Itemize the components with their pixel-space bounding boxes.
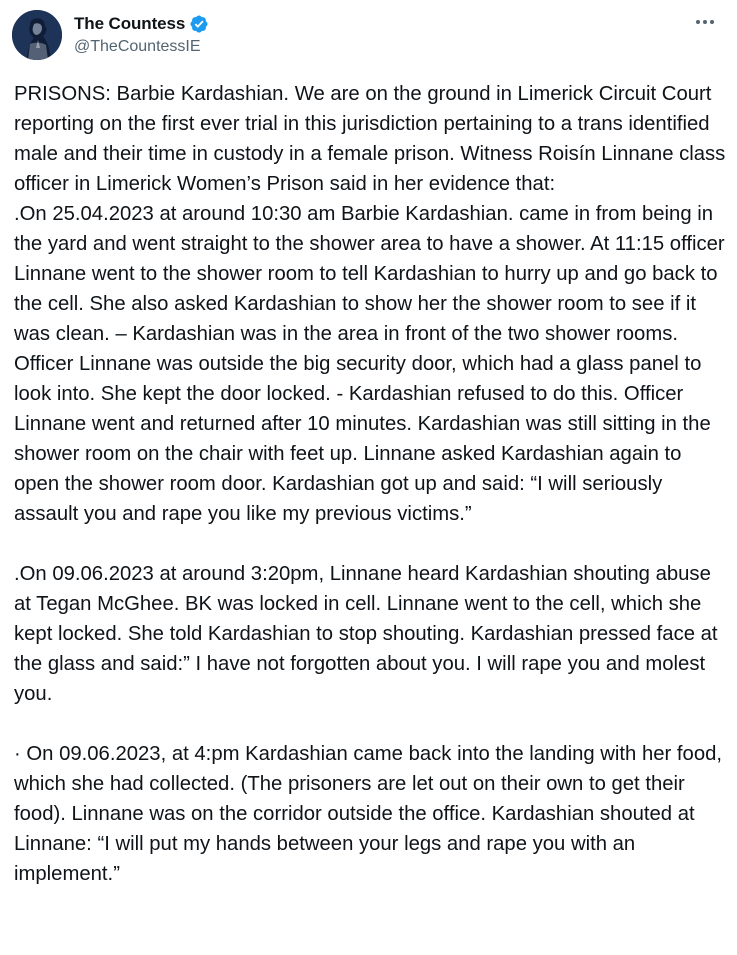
tweet-header bbox=[12, 10, 725, 62]
countess-portrait-icon bbox=[12, 10, 62, 60]
display-name-row bbox=[74, 12, 209, 36]
tweet-text bbox=[14, 79, 726, 889]
author-handle[interactable]: @TheCountessIE bbox=[74, 38, 201, 55]
tweet-paragraph-1: PRISONS: Barbie Kardashian. We are on the ground in Limerick Circuit Court reporting on the first ever trial in this jurisdiction pertaining to a trans identified male and their time in custody in a female prison. Witness Roisín Linnane class officer in Limerick Women’s Prison said in her evidence that: .On 25.04.2023 at around 10:30 am Barbie Kardashian. came in from being in the yard and went straight to the shower area to have a shower. At 11:15 officer Linnane went to the shower room to tell Kardashian to hurry up and go back to the cell. She also asked Kardashian to show her the shower room to see if it was clean. – Kardashian was in the area in front of the two shower rooms. Officer Linnane was outside the big security door, which had a glass panel to look into. She kept the door locked. - Kardashian refused to do this. Officer Linnane went and returned after 10 minutes. Kardashian was still sitting in the shower room on the chair with feet up. Linnane asked Kardashian again to open the shower room door. Kardashian got up and said: “I will seriously assault you and rape you like my previous victims.” bbox=[14, 83, 726, 525]
display-name[interactable]: The Countess bbox=[74, 14, 186, 33]
author-names bbox=[74, 12, 209, 56]
tweet-paragraph-2: .On 09.06.2023 at around 3:20pm, Linnane heard Kardashian shouting abuse at Tegan McGhee. BK was locked in cell. Linnane went to the cell, which she kept locked. She told Kardashian to stop shouting. Kardashian pressed face at the glass and said:” I have not forgotten about you. I will rape you and molest you. bbox=[14, 563, 718, 705]
avatar[interactable] bbox=[12, 10, 62, 60]
more-options-button[interactable] bbox=[693, 12, 717, 32]
verified-badge-icon[interactable] bbox=[189, 14, 209, 34]
more-horizontal-icon bbox=[695, 19, 715, 25]
tweet-paragraph-3: · On 09.06.2023, at 4:pm Kardashian came back into the landing with her food, which she had collected. (The prisoners are let out on their own to get their food). Linnane was on the corridor outside the office. Kardashian shouted at Linnane: “I will put my hands between your legs and rape you with an implement.” bbox=[14, 743, 723, 885]
